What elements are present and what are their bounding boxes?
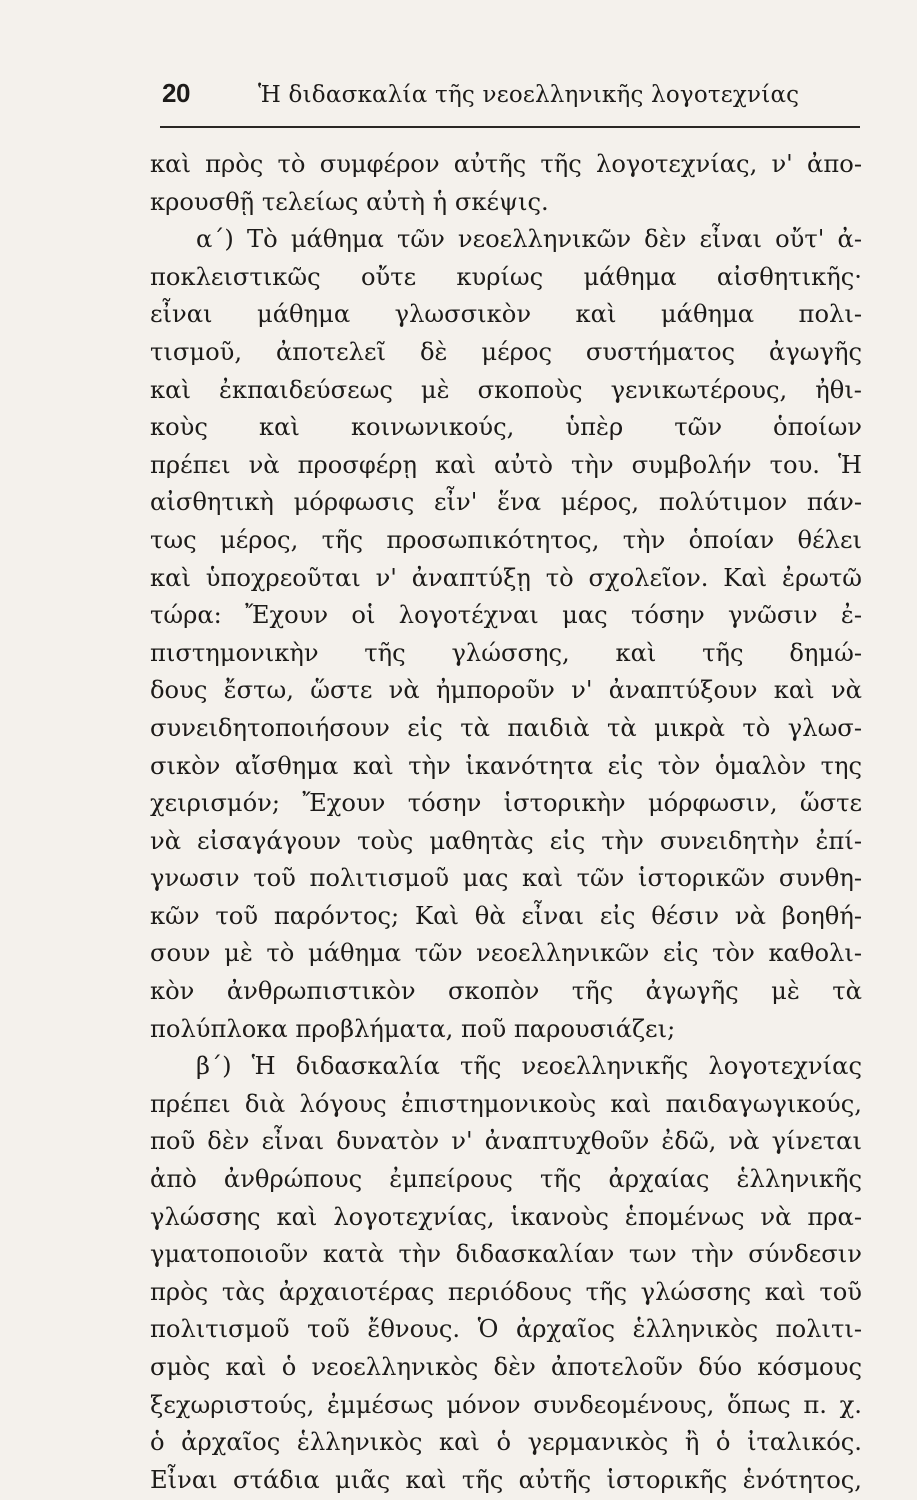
- text-line: τώρα: Ἔχουν οἱ λογοτέχναι μας τόσην γνῶσιν ἐ-: [150, 601, 862, 630]
- text-line: εἶναι μάθημα γλωσσικὸν καὶ μάθημα πολι-: [150, 300, 862, 329]
- text-line: καὶ ὑποχρεοῦται ν' ἀναπτύξῃ τὸ σχολεῖον. Καὶ ἐρωτῶ: [150, 563, 862, 592]
- text-line: ποκλειστικῶς οὔτε κυρίως μάθημα αἰσθητικῆς·: [150, 262, 862, 291]
- text-line: καὶ πρὸς τὸ συμφέρον αὐτῆς τῆς λογοτεχνίας, ν' ἀπο-: [150, 150, 862, 178]
- text-line: κὸν ἀνθρωπιστικὸν σκοπὸν τῆς ἀγωγῆς μὲ τὰ: [150, 977, 862, 1006]
- body-text: [150, 146, 862, 1499]
- page-header: [160, 78, 860, 128]
- text-line: β΄) Ἡ διδασκαλία τῆς νεοελληνικῆς λογοτεχνίας: [196, 1052, 862, 1081]
- text-line: γλώσσης καὶ λογοτεχνίας, ἱκανοὺς ἑπομένως νὰ πρα-: [150, 1202, 862, 1231]
- text-line: τως μέρος, τῆς προσωπικότητος, τὴν ὁποίαν θέλει: [150, 525, 862, 554]
- text-line: κρουσθῇ τελείως αὐτὴ ἡ σκέψις.: [150, 187, 549, 216]
- text-line: πολύπλοκα προβλήματα, ποῦ παρουσιάζει;: [150, 1014, 676, 1043]
- text-line: τισμοῦ, ἀποτελεῖ δὲ μέρος συστήματος ἀγωγῆς: [150, 337, 862, 366]
- text-line: ὁ ἀρχαῖος ἑλληνικὸς καὶ ὁ γερμανικὸς ἢ ὁ ἰταλικός.: [150, 1428, 862, 1457]
- text-line: Εἶναι στάδια μιᾶς καὶ τῆς αὐτῆς ἱστορικῆς ἑνότητος,: [150, 1465, 862, 1494]
- page-number: 20: [162, 78, 190, 108]
- text-line: σμὸς καὶ ὁ νεοελληνικὸς δὲν ἀποτελοῦν δύο κόσμους: [150, 1353, 862, 1381]
- text-line: κῶν τοῦ παρόντος; Καὶ θὰ εἶναι εἰς θέσιν νὰ βοηθή-: [150, 901, 862, 930]
- text-line: α΄) Τὸ μάθημα τῶν νεοελληνικῶν δὲν εἶναι οὔτ' ἀ-: [196, 225, 862, 254]
- text-line: συνειδητοποιήσουν εἰς τὰ παιδιὰ τὰ μικρὰ τὸ γλωσ-: [150, 713, 862, 742]
- text-line: ποῦ δὲν εἶναι δυνατὸν ν' ἀναπτυχθοῦν ἐδῶ, νὰ γίνεται: [150, 1127, 862, 1156]
- text-line: πρέπει νὰ προσφέρῃ καὶ αὐτὸ τὴν συμβολήν του. Ἡ: [150, 450, 862, 479]
- text-line: πολιτισμοῦ τοῦ ἔθνους. Ὁ ἀρχαῖος ἑλληνικὸς πολιτι-: [150, 1315, 862, 1344]
- text-line: χειρισμόν; Ἔχουν τόσην ἱστορικὴν μόρφωσιν, ὥστε: [150, 789, 862, 818]
- text-line: πιστημονικὴν τῆς γλώσσης, καὶ τῆς δημώ-: [150, 638, 862, 667]
- text-line: γνωσιν τοῦ πολιτισμοῦ μας καὶ τῶν ἱστορικῶν συνθη-: [150, 864, 862, 893]
- text-line: νὰ εἰσαγάγουν τοὺς μαθητὰς εἰς τὴν συνειδητὴν ἐπί-: [150, 826, 862, 855]
- text-line: καὶ ἐκπαιδεύσεως μὲ σκοποὺς γενικωτέρους, ἠθι-: [150, 375, 862, 404]
- text-line: ἀπὸ ἀνθρώπους ἐμπείρους τῆς ἀρχαίας ἑλληνικῆς: [150, 1165, 862, 1194]
- text-line: κοὺς καὶ κοινωνικούς, ὑπὲρ τῶν ὁποίων: [150, 413, 862, 442]
- running-title: Ἡ διδασκαλία τῆς νεοελληνικῆς λογοτεχνίας: [258, 82, 800, 108]
- text-line: δους ἔστω, ὥστε νὰ ἠμποροῦν ν' ἀναπτύξουν καὶ νὰ: [150, 676, 862, 705]
- text-line: πρὸς τὰς ἀρχαιοτέρας περιόδους τῆς γλώσσης καὶ τοῦ: [150, 1277, 862, 1306]
- text-line: αἰσθητικὴ μόρφωσις εἶν' ἕνα μέρος, πολύτιμον πάν-: [150, 488, 862, 517]
- text-line: πρέπει διὰ λόγους ἐπιστημονικοὺς καὶ παιδαγωγικούς,: [150, 1089, 862, 1118]
- text-line: σικὸν αἴσθημα καὶ τὴν ἱκανότητα εἰς τὸν ὁμαλὸν της: [150, 751, 862, 780]
- text-line: ξεχωριστούς, ἐμμέσως μόνον συνδεομένους, ὅπως π. χ.: [150, 1390, 862, 1419]
- text-line: γματοποιοῦν κατὰ τὴν διδασκαλίαν των τὴν σύνδεσιν: [150, 1240, 862, 1269]
- text-line: σουν μὲ τὸ μάθημα τῶν νεοελληνικῶν εἰς τὸν καθολι-: [150, 939, 862, 968]
